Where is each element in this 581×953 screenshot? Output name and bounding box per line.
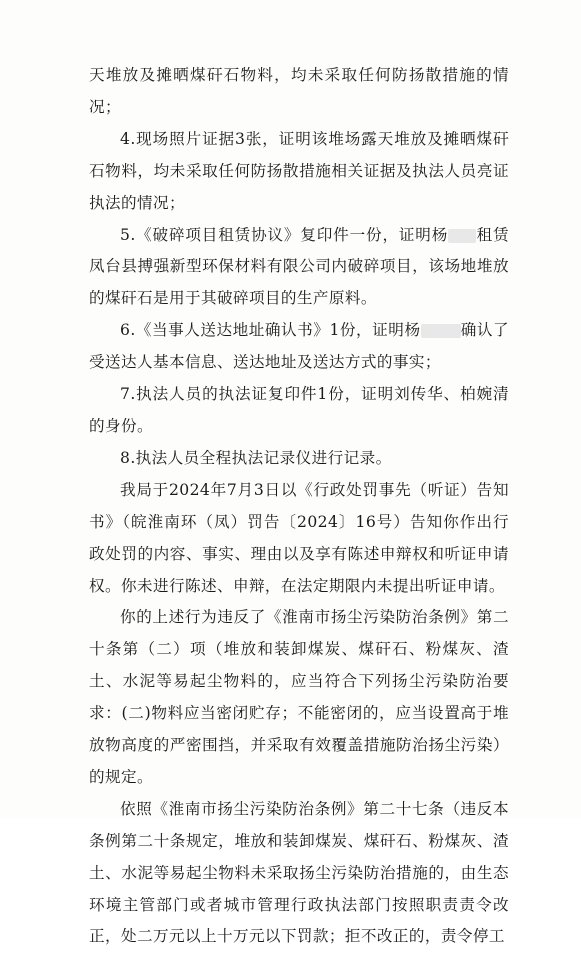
paragraph-evidence-7: 7.执法人员的执法证复印件1份，证明刘传华、柏婉清的身份。 [89, 385, 509, 435]
paragraph-continuation: 天堆放及摊晒煤矸石物料，均未采取任何防扬散措施的情况； [89, 66, 509, 116]
paragraph-evidence-5 [89, 220, 509, 316]
paragraph-basis: 依照《淮南市扬尘污染防治条例》第二十七条（违反本条例第二十条规定，堆放和装卸煤炭、煤矸石、粉煤灰、渣土、水泥等易起尘物料未采取扬尘污染防治措施的，由生态环境主管部门或者城市管理行政执法部门按照职责责令改正，处二万元以上十万元以下罚款；拒不改正的，责令停工 [89, 799, 509, 946]
paragraph-violation: 你的上述行为违反了《淮南市扬尘污染防治条例》第二十条第（二）项（堆放和装卸煤炭、煤矸石、粉煤灰、渣土、水泥等易起尘物料的，应当符合下列扬尘污染防治要求：(二)物料应当密闭贮存；不能密闭的，应当设置高于堆放物高度的严密围挡，并采取有效覆盖措施防治扬尘污染）的规定。 [89, 608, 509, 786]
evidence-5-head: 5.《破碎项目租赁协议》复印件一份，证明杨 [120, 225, 449, 244]
redaction-mark [448, 229, 476, 243]
paragraph-evidence-6 [89, 315, 509, 379]
document-body [89, 60, 509, 953]
evidence-6-tail: 确认了受送达人基本信息、送达地址及送达方式的事实； [89, 321, 509, 372]
paragraph-notice: 我局于2024年7月3日以《行政处罚事先（听证）告知书》（皖淮南环（凤）罚告〔2024〕16号）告知你作出行政处罚的内容、事实、理由以及享有陈述申辩权和听证申请权。你未进行陈述、申辩，在法定期限内未提出听证申请。 [89, 480, 509, 595]
redaction-mark [421, 324, 461, 338]
paragraph-evidence-8: 8.执法人员全程执法记录仪进行记录。 [120, 448, 392, 467]
paragraph-evidence-4: 4.现场照片证据3张，证明该堆场露天堆放及摊晒煤矸石物料，均未采取任何防扬散措施相关证据及执法人员亮证执法的情况； [89, 129, 509, 212]
evidence-5-tail: 租赁凤台县搏强新型环保材料有限公司内破碎项目，该场地堆放的煤矸石是用于其破碎项目的生产原料。 [89, 225, 509, 308]
evidence-6-head: 6.《当事人送达地址确认书》1份，证明杨 [120, 321, 421, 340]
